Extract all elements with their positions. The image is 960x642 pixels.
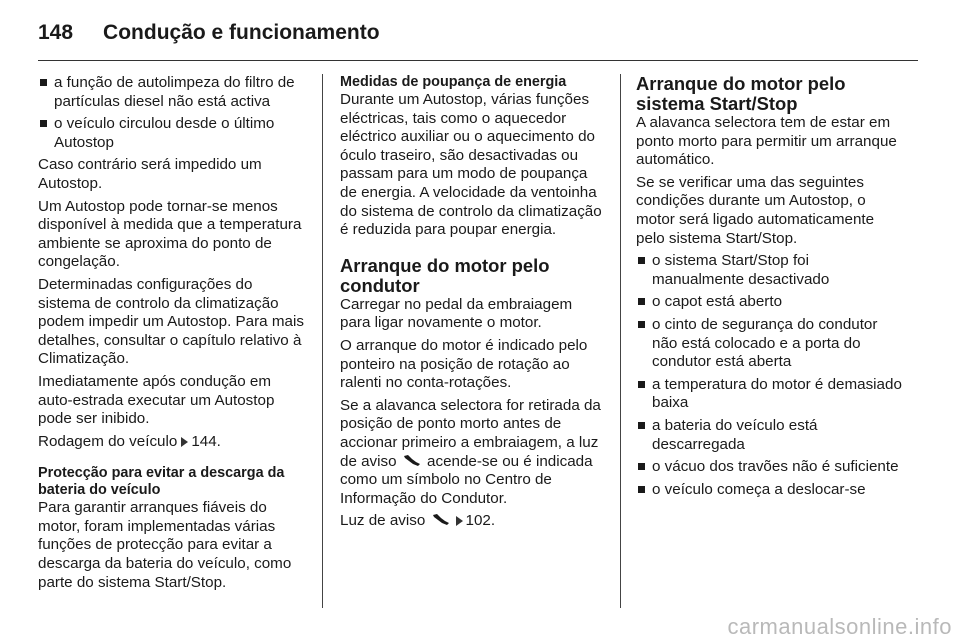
- reference-text: Rodagem do veículo: [38, 432, 178, 450]
- page-ref-arrow-icon: [456, 516, 463, 526]
- subheading-battery-protection: Protecção para evitar a descarga da bateria do veículo: [38, 465, 285, 499]
- section-heading-system-start: Arranque do motor pelo sistema Start/Stop: [636, 73, 846, 114]
- subheading-energy-saving: Medidas de poupança de energia: [340, 74, 567, 90]
- list-item: o veículo circulou desde o último Autostop: [38, 115, 308, 152]
- list-item: a bateria do veículo está descarregada: [636, 417, 904, 454]
- paragraph: Para garantir arranques fiáveis do motor, foram implementadas várias funções de protecção para evitar a descarga da bateria do veículo, como parte do sistema Start/Stop.: [38, 499, 292, 591]
- paragraph: Carregar no pedal da embraiagem para ligar novamente o motor.: [340, 295, 573, 332]
- restart-condition-list: [636, 252, 904, 499]
- autostop-warning-icon: [403, 454, 421, 467]
- paragraph: Caso contrário será impedido um Autostop.: [38, 156, 262, 192]
- list-item: o vácuo dos travões não é suficiente: [636, 458, 904, 477]
- paragraph: Imediatamente após condução em auto-estrada executar um Autostop pode ser inibido.: [38, 372, 275, 428]
- paragraph: Durante um Autostop, várias funções eléctricas, tais como o aquecedor eléctrico auxiliar ou o aquecimento do óculo traseiro, são desactivadas ou passam para um modo de poupança de energia. A velocidade da ventoinha do sistema de controlo da climatização é reduzida para poupar energia.: [340, 91, 602, 239]
- watermark: carmanualsonline.info: [727, 614, 952, 639]
- column-divider-1: [322, 74, 323, 608]
- header-divider: [38, 60, 918, 61]
- list-item: a função de autolimpeza do filtro de partículas diesel não está activa: [38, 74, 308, 111]
- reference-page[interactable]: 144.: [191, 432, 221, 450]
- page-title: Condução e funcionamento: [103, 21, 380, 44]
- column-2: [340, 74, 605, 535]
- reference-page[interactable]: 102.: [465, 512, 496, 530]
- column-3: [636, 74, 904, 503]
- condition-list: [38, 74, 308, 152]
- list-item: o veículo começa a deslocar-se: [636, 481, 904, 500]
- paragraph-text: acende-se ou é indicada como um símbolo no Centro de Informação do Condutor.: [340, 452, 593, 507]
- paragraph: Um Autostop pode tornar-se menos disponível à medida que a temperatura ambiente se aproxima do ponto de congelação.: [38, 197, 302, 271]
- section-heading-driver-start: Arranque do motor pelo condutor: [340, 254, 550, 296]
- page-header: [38, 16, 380, 50]
- reference-text: Luz de aviso: [340, 512, 426, 530]
- paragraph: O arranque do motor é indicado pelo ponteiro na posição de rotação ao ralenti no conta-rotações.: [340, 336, 588, 392]
- paragraph: [340, 397, 605, 509]
- paragraph: A alavanca selectora tem de estar em ponto morto para permitir um arranque automático.: [636, 114, 897, 169]
- paragraph: Determinadas configurações do sistema de controlo da climatização podem impedir um Autostop. Para mais detalhes, consultar o capítulo relativo à Climatização.: [38, 275, 304, 368]
- column-divider-2: [620, 74, 621, 608]
- list-item: o cinto de segurança do condutor não está colocado e a porta do condutor está aberta: [636, 316, 904, 372]
- page-number: 148: [38, 21, 74, 44]
- list-item: a temperatura do motor é demasiado baixa: [636, 376, 904, 413]
- paragraph-text: Se a alavanca selectora for retirada da posição de ponto morto antes de accionar primeiro a embraiagem, a luz de aviso: [340, 396, 601, 470]
- page-ref-arrow-icon: [181, 437, 188, 447]
- cross-reference: [38, 433, 308, 452]
- list-item: o sistema Start/Stop foi manualmente desactivado: [636, 252, 904, 289]
- list-item: o capot está aberto: [636, 293, 904, 312]
- column-1: [38, 74, 308, 596]
- cross-reference: [340, 512, 605, 531]
- autostop-warning-icon: [432, 513, 450, 526]
- paragraph: Se se verificar uma das seguintes condições durante um Autostop, o motor será ligado automaticamente pelo sistema Start/Stop.: [636, 173, 875, 247]
